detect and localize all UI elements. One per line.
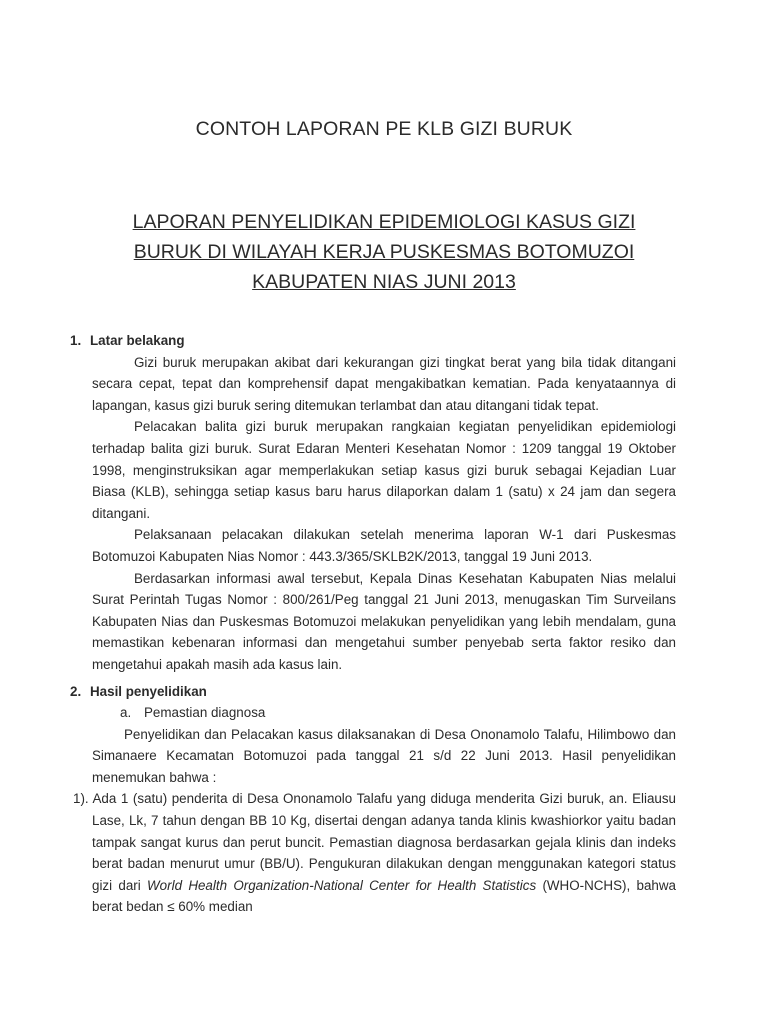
paragraph: Pelaksanaan pelacakan dilakukan setelah menerima laporan W-1 dari Puskesmas Botomuzoi Kabupaten Nias Nomor : 443.3/365/SKLB2K/2013, tanggal 19 Juni 2013. — [92, 527, 676, 564]
paragraph: Berdasarkan informasi awal tersebut, Kepala Dinas Kesehatan Kabupaten Nias melalui Surat Perintah Tugas Nomor : 800/261/Peg tanggal 21 Juni 2013, menugaskan Tim Surveilans Kabupaten Nias dan Puskesmas Botomuzoi melakukan penyelidikan yang lebih mendalam, guna memastikan kebenaran informasi dan mengetahui sumber penyebab serta faktor resiko dan mengetahui apakah masih ada kasus lain. — [92, 570, 676, 672]
section-number: 1. — [70, 333, 82, 348]
section-title: Hasil penyelidikan — [90, 683, 207, 699]
report-subtitle: LAPORAN PENYELIDIKAN EPIDEMIOLOGI KASUS GIZI BURUK DI WILAYAH KERJA PUSKESMAS BOTOMUZOI KABUPATEN NIAS JUNI 2013 — [132, 211, 636, 293]
document-title: CONTOH LAPORAN PE KLB GIZI BURUK — [195, 118, 573, 140]
document-body — [70, 330, 676, 918]
list-item-tail: (WHO-NCHS), bahwa berat bedan ≤ 60% median — [92, 877, 676, 915]
section-number: 2. — [70, 683, 82, 699]
paragraph: Penyelidikan dan Pelacakan kasus dilaksanakan di Desa Ononamolo Talafu, Hilimbowo dan Simanaere Kecamatan Botomuzoi pada tanggal 21 s/d 22 Juni 2013. Hasil penyelidikan menemukan bahwa : — [92, 726, 676, 785]
list-item-text: Ada 1 (satu) penderita di Desa Ononamolo Talafu yang diduga menderita Gizi buruk, an. Eliausu Lase, Lk, 7 tahun dengan BB 10 Kg, disertai dengan adanya tanda klinis kwashiorkor yaitu badan tampak sangat kurus dan perut buncit. Pemastian diagnosa berdasarkan gejala klinis dan indeks berat badan menurut umur (BB/U). Pengukuran dilakukan dengan menggunakan kategori status gizi dari — [92, 791, 676, 893]
list-item-italic: World Health Organization-National Center for Health Statistics — [147, 877, 537, 893]
subsection-mark: a. — [120, 705, 132, 721]
section-heading-results — [70, 681, 676, 703]
section-heading-background — [70, 330, 676, 352]
subsection-heading — [70, 702, 676, 724]
paragraph: Gizi buruk merupakan akibat dari kekurangan gizi tingkat berat yang bila tidak ditangani secara cepat, tepat dan komprehensif dapat mengakibatkan kematian. Pada kenyataannya di lapangan, kasus gizi buruk sering ditemukan terlambat dan atau ditangani tidak tepat. — [92, 354, 676, 413]
section-title: Latar belakang — [90, 333, 185, 348]
subsection-title: Pemastian diagnosa — [144, 705, 266, 721]
list-item — [70, 788, 676, 918]
paragraph: Pelacakan balita gizi buruk merupakan rangkaian kegiatan penyelidikan epidemiologi terhadap balita gizi buruk. Surat Edaran Menteri Kesehatan Nomor : 1209 tanggal 19 Oktober 1998, menginstruksikan agar memperlakukan setiap kasus gizi buruk sebagai Kejadian Luar Biasa (KLB), sehingga setiap kasus baru harus dilaporkan dalam 1 (satu) x 24 jam dan segera ditangani. — [92, 419, 676, 521]
list-item-mark: 1). — [73, 791, 89, 807]
